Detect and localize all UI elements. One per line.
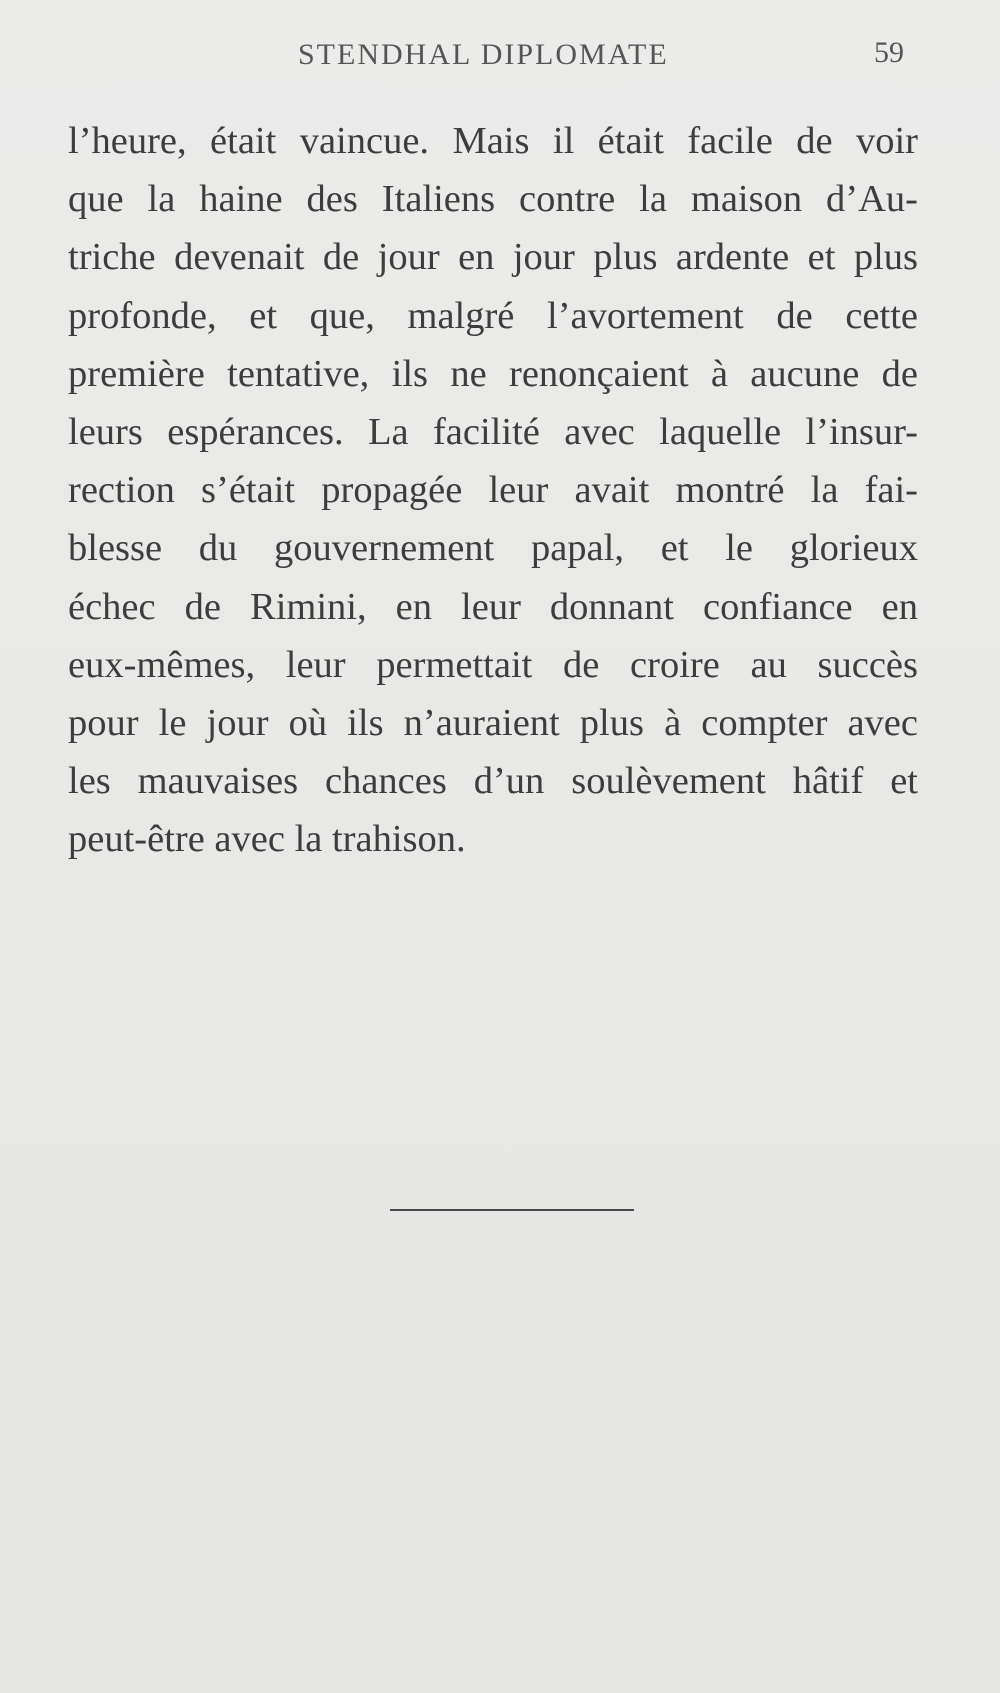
text-line: leurs espérances. La facilité avec laquelle l’insur- (68, 410, 918, 453)
text-line: profonde, et que, malgré l’avortement de cette (68, 294, 918, 337)
text-line: eux-mêmes, leur permettait de croire au succès (68, 643, 918, 686)
text-line: peut-être avec la trahison. (68, 818, 466, 861)
text-line: l’heure, était vaincue. Mais il était facile de voir (68, 120, 918, 162)
text-line: blesse du gouvernement papal, et le glorieux (68, 527, 918, 570)
text-line: échec de Rimini, en leur donnant confiance en (68, 585, 918, 628)
text-line: que la haine des Italiens contre la maison d’Au- (68, 178, 918, 221)
text-line: triche devenait de jour en jour plus ardente et plus (68, 236, 918, 279)
running-title: STENDHAL DIPLOMATE (298, 38, 669, 71)
running-head (0, 38, 1000, 78)
text-line: les mauvaises chances d’un soulèvement hâtif et (68, 760, 918, 803)
page-number: 59 (874, 36, 904, 69)
text-line: pour le jour où ils n’auraient plus à compter avec (68, 701, 918, 744)
section-end-rule (390, 1209, 634, 1211)
text-line: première tentative, ils ne renonçaient à aucune de (68, 352, 918, 395)
body-paragraph (68, 112, 918, 868)
text-line: rection s’était propagée leur avait montré la fai- (68, 469, 918, 512)
